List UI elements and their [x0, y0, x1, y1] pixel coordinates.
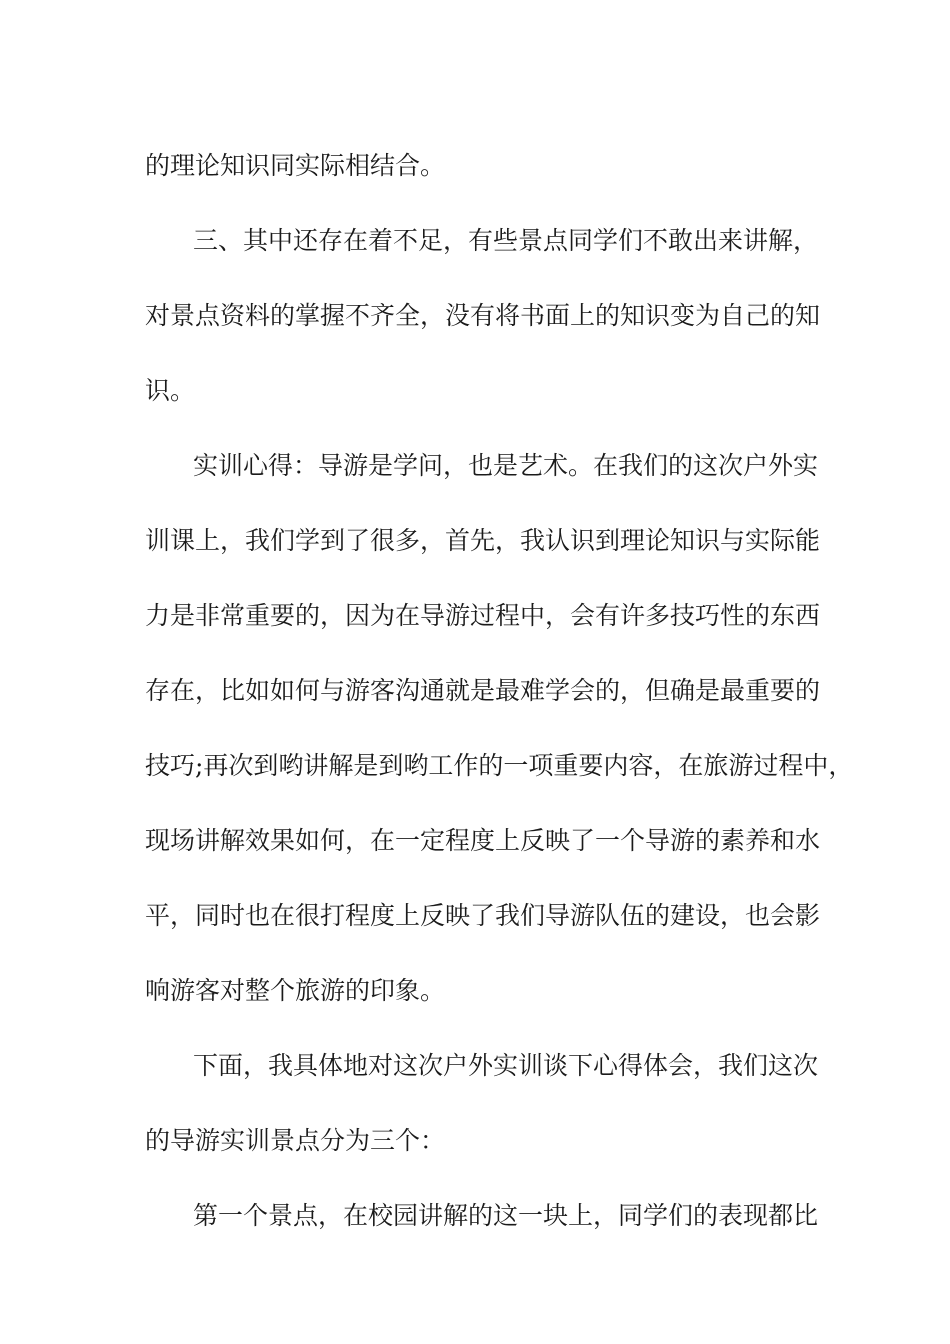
text-line-3: 对景点资料的掌握不齐全，没有将书面上的知识变为自己的知	[145, 301, 821, 330]
text-line-6: 训课上，我们学到了很多，首先，我认识到理论知识与实际能	[145, 526, 821, 555]
text-line-8: 存在，比如如何与游客沟通就是最难学会的，但确是最重要的	[145, 676, 821, 705]
text-line-10: 现场讲解效果如何，在一定程度上反映了一个导游的素养和水	[145, 826, 821, 855]
text-line-14: 的导游实训景点分为三个：	[145, 1126, 446, 1155]
text-line-7: 力是非常重要的，因为在导游过程中，会有许多技巧性的东西	[145, 601, 821, 630]
text-line-12: 响游客对整个旅游的印象。	[145, 976, 446, 1005]
text-line-4: 识。	[145, 376, 196, 405]
text-line-1: 的理论知识同实际相结合。	[145, 151, 446, 180]
document-body	[145, 128, 854, 1253]
text-line-5: 实训心得：导游是学问，也是艺术。在我们的这次户外实	[193, 451, 819, 480]
text-line-13: 下面，我具体地对这次户外实训谈下心得体会，我们这次	[193, 1051, 819, 1080]
text-line-9: 技巧;再次到哟讲解是到哟工作的一项重要内容，在旅游过程中，	[145, 751, 854, 780]
text-line-11: 平，同时也在很打程度上反映了我们导游队伍的建设，也会影	[145, 901, 821, 930]
text-line-2: 三、其中还存在着不足，有些景点同学们不敢出来讲解，	[193, 226, 819, 255]
text-line-15: 第一个景点，在校园讲解的这一块上，同学们的表现都比	[193, 1201, 819, 1230]
